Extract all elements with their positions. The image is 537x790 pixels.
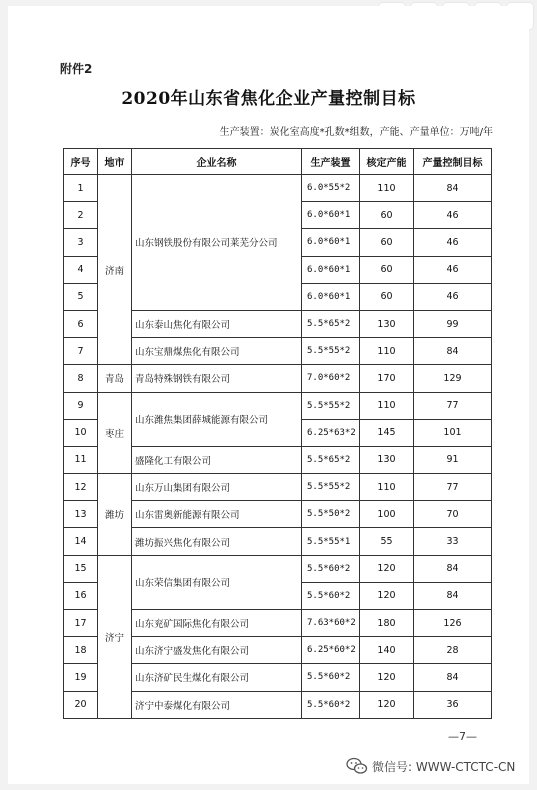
cell-capacity: 60 — [360, 229, 414, 256]
cell-seq: 17 — [64, 610, 98, 637]
cell-company: 山东雷奥新能源有限公司 — [132, 501, 302, 528]
cell-company: 山东潍焦集团薛城能源有限公司 — [132, 392, 302, 446]
cell-equipment: 6.0*60*1 — [302, 283, 360, 310]
cell-equipment: 5.5*50*2 — [302, 501, 360, 528]
cell-capacity: 130 — [360, 310, 414, 337]
header-seq: 序号 — [64, 149, 98, 175]
units-note: 生产装置：炭化室高度*孔数*组数，产能、产量单位：万吨/年 — [219, 127, 493, 138]
cell-capacity: 120 — [360, 555, 414, 582]
cell-capacity: 140 — [360, 637, 414, 664]
cell-capacity: 60 — [360, 283, 414, 310]
header-equipment: 生产装置 — [302, 149, 360, 175]
cell-equipment: 6.0*60*1 — [302, 229, 360, 256]
cell-capacity: 180 — [360, 610, 414, 637]
header-company: 企业名称 — [132, 149, 302, 175]
cell-seq: 7 — [64, 338, 98, 365]
cell-equipment: 5.5*65*2 — [302, 446, 360, 473]
cell-equipment: 5.5*60*2 — [302, 691, 360, 718]
cell-company: 山东济矿民生煤化有限公司 — [132, 664, 302, 691]
cell-seq: 2 — [64, 202, 98, 229]
cell-seq: 14 — [64, 528, 98, 555]
cell-company: 潍坊振兴焦化有限公司 — [132, 528, 302, 555]
cell-seq: 18 — [64, 637, 98, 664]
cell-target: 70 — [414, 501, 492, 528]
cell-equipment: 5.5*55*1 — [302, 528, 360, 555]
cell-target: 46 — [414, 256, 492, 283]
cell-seq: 11 — [64, 446, 98, 473]
cell-seq: 8 — [64, 365, 98, 392]
cell-equipment: 5.5*55*2 — [302, 474, 360, 501]
cell-equipment: 6.0*55*2 — [302, 175, 360, 202]
attachment-label: 附件2 — [60, 62, 93, 76]
cell-target: 84 — [414, 664, 492, 691]
cell-equipment: 5.5*65*2 — [302, 310, 360, 337]
cell-seq: 1 — [64, 175, 98, 202]
cell-seq: 13 — [64, 501, 98, 528]
cell-equipment: 6.0*60*1 — [302, 256, 360, 283]
cell-city: 济南 — [98, 175, 132, 365]
cell-capacity: 100 — [360, 501, 414, 528]
cell-target: 46 — [414, 283, 492, 310]
cell-capacity: 145 — [360, 419, 414, 446]
cell-capacity: 55 — [360, 528, 414, 555]
cell-seq: 20 — [64, 691, 98, 718]
cell-target: 36 — [414, 691, 492, 718]
cell-company: 山东济宁盛发焦化有限公司 — [132, 637, 302, 664]
cell-target: 84 — [414, 582, 492, 609]
cell-target: 77 — [414, 474, 492, 501]
cell-seq: 3 — [64, 229, 98, 256]
cell-equipment: 5.5*55*2 — [302, 338, 360, 365]
wechat-watermark — [346, 757, 515, 775]
cell-seq: 15 — [64, 555, 98, 582]
table-row — [64, 474, 492, 501]
production-target-table — [63, 148, 492, 719]
cell-city: 枣庄 — [98, 392, 132, 474]
cell-city: 青岛 — [98, 365, 132, 392]
cell-seq: 9 — [64, 392, 98, 419]
wechat-icon — [346, 757, 368, 775]
cell-target: 99 — [414, 310, 492, 337]
cell-seq: 5 — [64, 283, 98, 310]
cell-capacity: 110 — [360, 474, 414, 501]
cell-seq: 12 — [64, 474, 98, 501]
cell-equipment: 5.5*55*2 — [302, 392, 360, 419]
cell-capacity: 120 — [360, 664, 414, 691]
cell-capacity: 130 — [360, 446, 414, 473]
document-title: 2020年山东省焦化企业产量控制目标 — [121, 89, 416, 109]
cell-target: 91 — [414, 446, 492, 473]
cell-equipment: 6.0*60*1 — [302, 202, 360, 229]
cell-capacity: 60 — [360, 256, 414, 283]
cell-target: 84 — [414, 175, 492, 202]
table-header-row — [64, 149, 492, 175]
table-row — [64, 392, 492, 419]
cell-equipment: 5.5*60*2 — [302, 582, 360, 609]
cell-target: 101 — [414, 419, 492, 446]
header-capacity: 核定产能 — [360, 149, 414, 175]
cell-city: 潍坊 — [98, 474, 132, 556]
cell-seq: 19 — [64, 664, 98, 691]
cell-city: 济宁 — [98, 555, 132, 718]
cell-company: 山东宝鼎煤焦化有限公司 — [132, 338, 302, 365]
cell-company: 盛隆化工有限公司 — [132, 446, 302, 473]
cell-target: 46 — [414, 202, 492, 229]
cell-equipment: 5.5*60*2 — [302, 664, 360, 691]
header-target: 产量控制目标 — [414, 149, 492, 175]
cell-capacity: 110 — [360, 175, 414, 202]
cell-capacity: 60 — [360, 202, 414, 229]
cell-target: 84 — [414, 555, 492, 582]
cell-target: 33 — [414, 528, 492, 555]
cell-target: 126 — [414, 610, 492, 637]
cell-target: 129 — [414, 365, 492, 392]
cell-capacity: 170 — [360, 365, 414, 392]
cell-company: 山东荣信集团有限公司 — [132, 555, 302, 609]
cell-equipment: 6.25*60*2 — [302, 637, 360, 664]
cell-target: 84 — [414, 338, 492, 365]
cell-equipment: 5.5*60*2 — [302, 555, 360, 582]
cell-seq: 6 — [64, 310, 98, 337]
cell-capacity: 110 — [360, 338, 414, 365]
cell-company: 青岛特殊钢铁有限公司 — [132, 365, 302, 392]
cell-company: 山东钢铁股份有限公司莱芜分公司 — [132, 175, 302, 311]
table-row — [64, 555, 492, 582]
header-city: 地市 — [98, 149, 132, 175]
cell-target: 46 — [414, 229, 492, 256]
cell-equipment: 6.25*63*2 — [302, 419, 360, 446]
cell-equipment: 7.63*60*2 — [302, 610, 360, 637]
watermark-text: 微信号: WWW-CTCTC-CN — [372, 759, 516, 774]
cell-capacity: 120 — [360, 582, 414, 609]
table-row — [64, 365, 492, 392]
cell-target: 77 — [414, 392, 492, 419]
cell-target: 28 — [414, 637, 492, 664]
cell-seq: 16 — [64, 582, 98, 609]
cell-company: 山东万山集团有限公司 — [132, 474, 302, 501]
cell-company: 山东泰山焦化有限公司 — [132, 310, 302, 337]
cell-capacity: 110 — [360, 392, 414, 419]
cell-seq: 10 — [64, 419, 98, 446]
cell-company: 济宁中泰煤化有限公司 — [132, 691, 302, 718]
cell-seq: 4 — [64, 256, 98, 283]
cell-capacity: 120 — [360, 691, 414, 718]
page-number: —7— — [448, 730, 477, 743]
cell-equipment: 7.0*60*2 — [302, 365, 360, 392]
table-row — [64, 175, 492, 202]
cell-company: 山东兖矿国际焦化有限公司 — [132, 610, 302, 637]
